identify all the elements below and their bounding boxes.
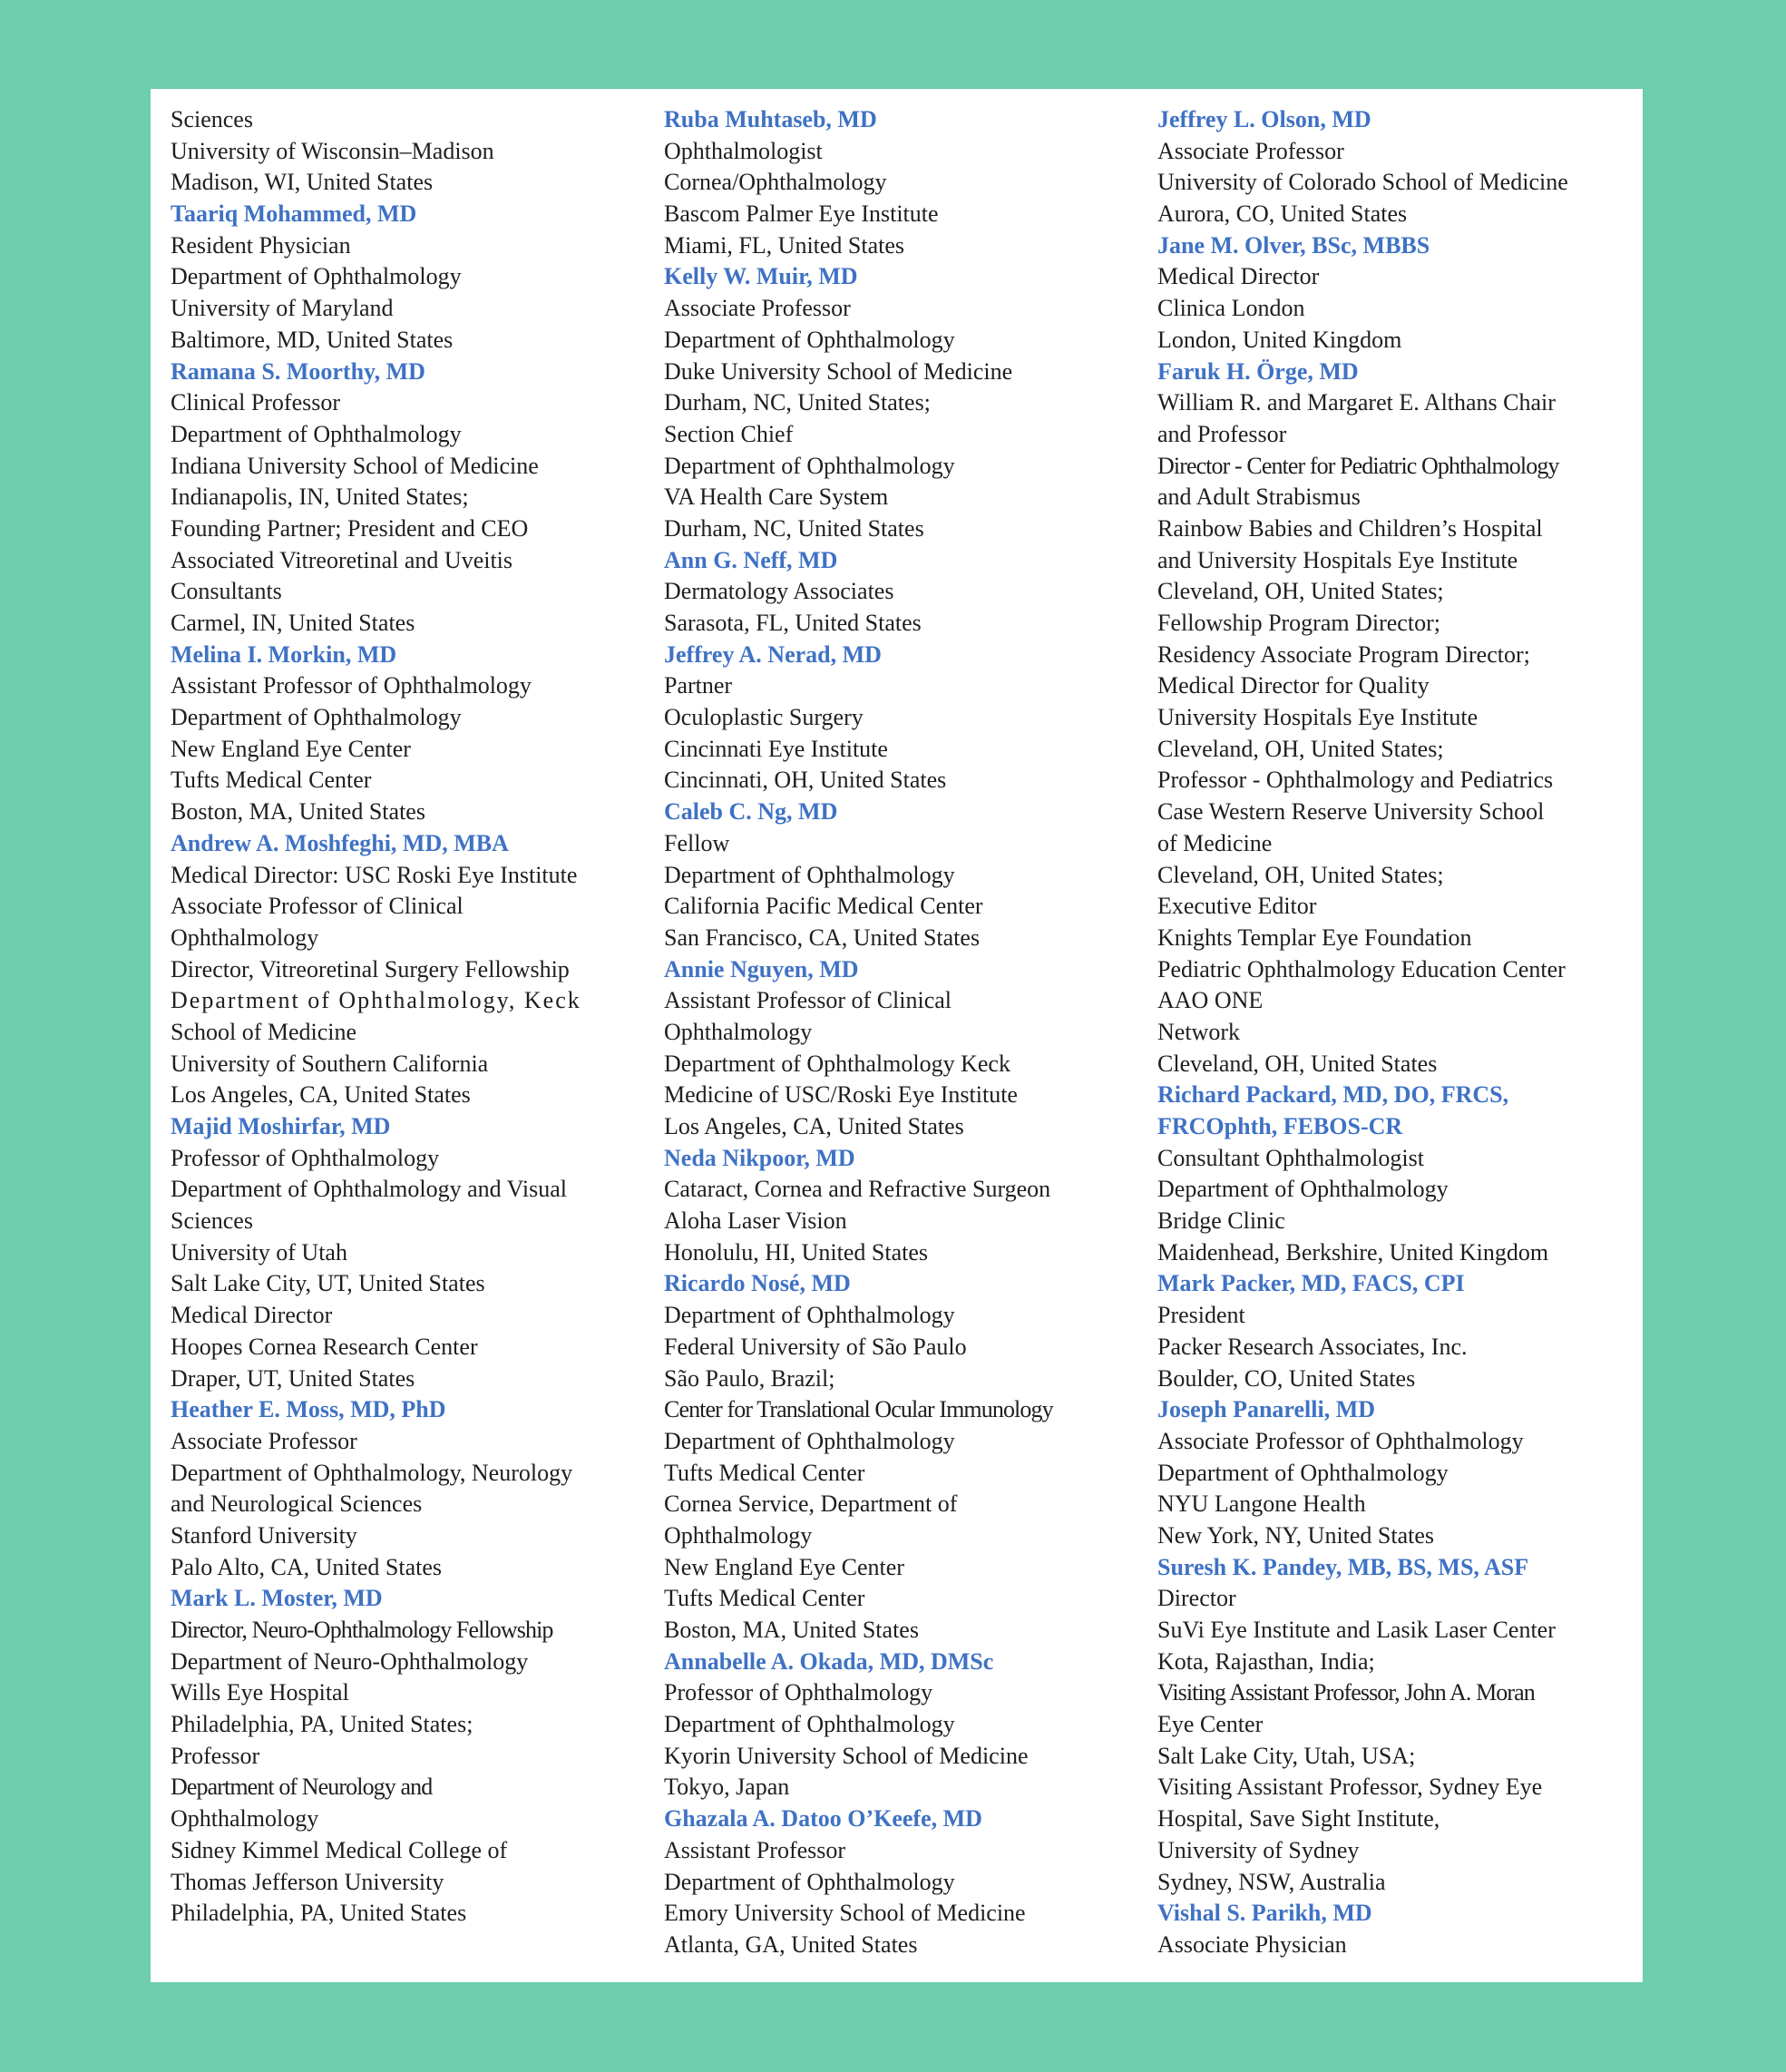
person-name: Majid Moshirfar, MD xyxy=(171,1113,391,1139)
affiliation-line: Department of Ophthalmology xyxy=(1157,1176,1449,1203)
affiliation-line: Department of Ophthalmology xyxy=(1157,1459,1449,1486)
affiliation-line: Assistant Professor of Clinical xyxy=(664,987,952,1014)
affiliation-line: Los Angeles, CA, United States xyxy=(171,1081,471,1109)
person-name: Mark Packer, MD, FACS, CPI xyxy=(1157,1270,1465,1297)
affiliation-line: Sciences xyxy=(171,106,253,132)
affiliation-line: New England Eye Center xyxy=(171,735,411,762)
affiliation-line: Department of Ophthalmology xyxy=(171,704,462,731)
affiliation-line: Philadelphia, PA, United States xyxy=(171,1900,467,1927)
affiliation-line: and Professor xyxy=(1157,420,1287,447)
affiliation-line: Cleveland, OH, United States; xyxy=(1157,578,1444,605)
affiliation-line: Los Angeles, CA, United States xyxy=(664,1113,964,1139)
affiliation-line: Cataract, Cornea and Refractive Surgeon xyxy=(664,1176,1051,1203)
affiliation-line: Knights Templar Eye Foundation xyxy=(1157,924,1472,951)
person-name: Caleb C. Ng, MD xyxy=(664,798,838,826)
affiliation-line: Department of Ophthalmology, Keck xyxy=(171,987,581,1014)
person-name: Ricardo Nosé, MD xyxy=(664,1270,851,1297)
affiliation-line: Aurora, CO, United States xyxy=(1157,200,1408,228)
affiliation-line: Executive Editor xyxy=(1157,893,1317,920)
affiliation-line: NYU Langone Health xyxy=(1157,1490,1366,1518)
affiliation-line: Draper, UT, United States xyxy=(171,1364,415,1392)
person-name: FRCOphth, FEBOS-CR xyxy=(1157,1113,1403,1139)
affiliation-line: Sciences xyxy=(171,1207,253,1235)
affiliation-line: Associate Professor of Ophthalmology xyxy=(1157,1427,1524,1454)
affiliation-line: Atlanta, GA, United States xyxy=(664,1930,918,1958)
affiliation-line: Department of Ophthalmology, Neurology xyxy=(171,1459,573,1486)
affiliation-line: Consultants xyxy=(171,578,282,605)
affiliation-line: Ophthalmology xyxy=(171,1805,319,1833)
person-name: Richard Packard, MD, DO, FRCS, xyxy=(1157,1081,1509,1109)
affiliation-line: Department of Ophthalmology xyxy=(664,1711,955,1738)
affiliation-line: Emory University School of Medicine xyxy=(664,1900,1026,1927)
affiliation-line: University of Colorado School of Medicine xyxy=(1157,169,1568,196)
affiliation-line: Dermatology Associates xyxy=(664,578,894,605)
affiliation-line: Duke University School of Medicine xyxy=(664,357,1013,385)
person-name: Mark L. Moster, MD xyxy=(171,1585,383,1612)
affiliation-line: SuVi Eye Institute and Lasik Laser Center xyxy=(1157,1617,1556,1643)
person-name: Ruba Muhtaseb, MD xyxy=(664,106,877,132)
affiliation-line: Residency Associate Program Director; xyxy=(1157,640,1530,668)
affiliation-line: Cincinnati, OH, United States xyxy=(664,767,947,794)
affiliation-line: Durham, NC, United States xyxy=(664,514,924,542)
affiliation-line: Department of Neurology and xyxy=(171,1774,433,1801)
affiliation-line: Wills Eye Hospital xyxy=(171,1679,349,1706)
affiliation-line: Ophthalmologist xyxy=(664,137,823,164)
affiliation-line: Ophthalmology xyxy=(171,924,319,951)
affiliation-line: School of Medicine xyxy=(171,1018,357,1045)
affiliation-line: Honolulu, HI, United States xyxy=(664,1238,929,1266)
affiliation-line: Assistant Professor of Ophthalmology xyxy=(171,672,532,699)
person-name: Ann G. Neff, MD xyxy=(664,546,838,573)
affiliation-line: Salt Lake City, Utah, USA; xyxy=(1157,1742,1416,1769)
affiliation-line: Oculoplastic Surgery xyxy=(664,704,864,731)
affiliation-line: Founding Partner; President and CEO xyxy=(171,514,529,542)
affiliation-line: and Adult Strabismus xyxy=(1157,484,1361,511)
affiliation-line: London, United Kingdom xyxy=(1157,326,1402,353)
affiliation-line: Aloha Laser Vision xyxy=(664,1207,847,1235)
affiliation-line: Medical Director for Quality xyxy=(1157,672,1430,699)
affiliation-line: Associate Physician xyxy=(1157,1930,1347,1958)
affiliation-line: Bascom Palmer Eye Institute xyxy=(664,200,939,228)
affiliation-line: Fellowship Program Director; xyxy=(1157,610,1440,636)
affiliation-line: Case Western Reserve University School xyxy=(1157,798,1545,826)
affiliation-line: Department of Ophthalmology xyxy=(664,452,955,479)
person-name: Jeffrey L. Olson, MD xyxy=(1157,106,1371,132)
affiliation-line: Maidenhead, Berkshire, United Kingdom xyxy=(1157,1238,1549,1266)
affiliation-line: Sarasota, FL, United States xyxy=(664,610,922,636)
directory-column-1 xyxy=(171,104,624,1930)
affiliation-line: Visiting Assistant Professor, John A. Moran xyxy=(1157,1679,1535,1706)
affiliation-line: Professor xyxy=(171,1742,260,1769)
affiliation-line: Department of Ophthalmology xyxy=(664,1302,955,1329)
affiliation-line: Federal University of São Paulo xyxy=(664,1333,967,1360)
affiliation-line: Assistant Professor xyxy=(664,1836,846,1863)
affiliation-line: Kyorin University School of Medicine xyxy=(664,1742,1029,1769)
person-name: Vishal S. Parikh, MD xyxy=(1157,1900,1372,1927)
affiliation-line: University of Wisconsin–Madison xyxy=(171,137,494,164)
person-name: Jeffrey A. Nerad, MD xyxy=(664,640,882,668)
affiliation-line: Clinical Professor xyxy=(171,389,341,416)
affiliation-line: Packer Research Associates, Inc. xyxy=(1157,1333,1468,1360)
affiliation-line: Tufts Medical Center xyxy=(664,1585,865,1612)
affiliation-line: Boulder, CO, United States xyxy=(1157,1364,1416,1392)
affiliation-line: California Pacific Medical Center xyxy=(664,893,983,920)
affiliation-line: Tufts Medical Center xyxy=(664,1459,865,1486)
affiliation-line: Madison, WI, United States xyxy=(171,169,434,196)
directory-column-3 xyxy=(1157,104,1611,1961)
affiliation-line: Department of Ophthalmology xyxy=(664,1427,955,1454)
affiliation-line: Cleveland, OH, United States xyxy=(1157,1050,1438,1077)
affiliation-line: Boston, MA, United States xyxy=(171,798,425,826)
affiliation-line: Rainbow Babies and Children’s Hospital xyxy=(1157,514,1543,542)
affiliation-line: Tokyo, Japan xyxy=(664,1774,790,1801)
affiliation-line: Carmel, IN, United States xyxy=(171,610,415,636)
affiliation-line: Indiana University School of Medicine xyxy=(171,452,539,479)
affiliation-line: São Paulo, Brazil; xyxy=(664,1364,835,1392)
affiliation-line: San Francisco, CA, United States xyxy=(664,924,981,951)
person-name: Heather E. Moss, MD, PhD xyxy=(171,1396,446,1423)
affiliation-line: Section Chief xyxy=(664,420,794,447)
affiliation-line: Cleveland, OH, United States; xyxy=(1157,861,1444,888)
affiliation-line: Department of Ophthalmology xyxy=(664,861,955,888)
person-name: Jane M. Olver, BSc, MBBS xyxy=(1157,231,1430,259)
person-name: Taariq Mohammed, MD xyxy=(171,200,417,228)
affiliation-line: University of Utah xyxy=(171,1238,347,1266)
affiliation-line: Professor - Ophthalmology and Pediatrics xyxy=(1157,767,1554,794)
affiliation-line: Director, Neuro-Ophthalmology Fellowship xyxy=(171,1617,553,1643)
person-name: Suresh K. Pandey, MB, BS, MS, ASF xyxy=(1157,1553,1529,1580)
affiliation-line: Boston, MA, United States xyxy=(664,1617,919,1643)
affiliation-line: Clinica London xyxy=(1157,295,1305,322)
affiliation-line: Department of Ophthalmology xyxy=(664,1868,955,1895)
person-name: Annabelle A. Okada, MD, DMSc xyxy=(664,1647,994,1675)
person-name: Faruk H. Örge, MD xyxy=(1157,357,1359,385)
affiliation-line: Cornea Service, Department of xyxy=(664,1490,958,1518)
person-name: Ghazala A. Datoo O’Keefe, MD xyxy=(664,1805,982,1833)
affiliation-line: William R. and Margaret E. Althans Chair xyxy=(1157,389,1556,416)
affiliation-line: Associated Vitreoretinal and Uveitis xyxy=(171,546,513,573)
affiliation-line: Ophthalmology xyxy=(664,1521,813,1549)
affiliation-line: VA Health Care System xyxy=(664,484,889,511)
affiliation-line: of Medicine xyxy=(1157,829,1273,856)
affiliation-line: Salt Lake City, UT, United States xyxy=(171,1270,485,1297)
affiliation-line: Visiting Assistant Professor, Sydney Eye xyxy=(1157,1774,1543,1801)
affiliation-line: Director xyxy=(1157,1585,1236,1612)
affiliation-line: Kota, Rajasthan, India; xyxy=(1157,1647,1375,1675)
affiliation-line: Consultant Ophthalmologist xyxy=(1157,1144,1424,1171)
person-name: Neda Nikpoor, MD xyxy=(664,1144,855,1171)
affiliation-line: Hoopes Cornea Research Center xyxy=(171,1333,478,1360)
affiliation-line: Department of Ophthalmology xyxy=(171,420,462,447)
affiliation-line: AAO ONE xyxy=(1157,987,1264,1014)
affiliation-line: Associate Professor xyxy=(1157,137,1344,164)
affiliation-line: University of Maryland xyxy=(171,295,394,322)
affiliation-line: Sydney, NSW, Australia xyxy=(1157,1868,1386,1895)
person-name: Andrew A. Moshfeghi, MD, MBA xyxy=(171,829,509,856)
affiliation-line: Partner xyxy=(664,672,733,699)
affiliation-line: Bridge Clinic xyxy=(1157,1207,1285,1235)
affiliation-line: Indianapolis, IN, United States; xyxy=(171,484,469,511)
affiliation-line: Baltimore, MD, United States xyxy=(171,326,454,353)
affiliation-line: New York, NY, United States xyxy=(1157,1521,1435,1549)
person-name: Ramana S. Moorthy, MD xyxy=(171,357,425,385)
affiliation-line: University Hospitals Eye Institute xyxy=(1157,704,1479,731)
person-name: Annie Nguyen, MD xyxy=(664,955,859,982)
affiliation-line: New England Eye Center xyxy=(664,1553,904,1580)
affiliation-line: Philadelphia, PA, United States; xyxy=(171,1711,473,1738)
affiliation-line: Associate Professor of Clinical xyxy=(171,893,464,920)
affiliation-line: Department of Ophthalmology xyxy=(171,263,462,290)
person-name: Kelly W. Muir, MD xyxy=(664,263,858,290)
affiliation-line: Durham, NC, United States; xyxy=(664,389,931,416)
affiliation-line: Associate Professor xyxy=(171,1427,357,1454)
affiliation-line: Director - Center for Pediatric Ophthalmology xyxy=(1157,452,1559,479)
directory-panel xyxy=(151,89,1643,1982)
affiliation-line: Department of Neuro-Ophthalmology xyxy=(171,1647,529,1675)
affiliation-line: Director, Vitreoretinal Surgery Fellowship xyxy=(171,955,570,982)
affiliation-line: Cornea/Ophthalmology xyxy=(664,169,887,196)
affiliation-line: Fellow xyxy=(664,829,730,856)
affiliation-line: Medical Director: USC Roski Eye Institute xyxy=(171,861,578,888)
affiliation-line: Center for Translational Ocular Immunology xyxy=(664,1396,1053,1423)
directory-column-2 xyxy=(664,104,1117,1961)
affiliation-line: Pediatric Ophthalmology Education Center xyxy=(1157,955,1566,982)
affiliation-line: Medical Director xyxy=(1157,263,1320,290)
affiliation-line: Medicine of USC/Roski Eye Institute xyxy=(664,1081,1018,1109)
affiliation-line: President xyxy=(1157,1302,1245,1329)
affiliation-line: Department of Ophthalmology xyxy=(664,326,955,353)
affiliation-line: Professor of Ophthalmology xyxy=(664,1679,933,1706)
affiliation-line: Stanford University xyxy=(171,1521,357,1549)
affiliation-line: Professor of Ophthalmology xyxy=(171,1144,440,1171)
affiliation-line: and University Hospitals Eye Institute xyxy=(1157,546,1518,573)
affiliation-line: Department of Ophthalmology Keck xyxy=(664,1050,1010,1077)
affiliation-line: Medical Director xyxy=(171,1302,333,1329)
affiliation-line: Ophthalmology xyxy=(664,1018,813,1045)
affiliation-line: University of Southern California xyxy=(171,1050,489,1077)
person-name: Melina I. Morkin, MD xyxy=(171,640,397,668)
affiliation-line: Sidney Kimmel Medical College of xyxy=(171,1836,508,1863)
person-name: Joseph Panarelli, MD xyxy=(1157,1396,1376,1423)
affiliation-line: Network xyxy=(1157,1018,1240,1045)
affiliation-line: Palo Alto, CA, United States xyxy=(171,1553,442,1580)
affiliation-line: Cincinnati Eye Institute xyxy=(664,735,888,762)
affiliation-line: University of Sydney xyxy=(1157,1836,1360,1863)
affiliation-line: Thomas Jefferson University xyxy=(171,1868,444,1895)
affiliation-line: Associate Professor xyxy=(664,295,851,322)
affiliation-line: Eye Center xyxy=(1157,1711,1264,1738)
affiliation-line: Miami, FL, United States xyxy=(664,231,905,259)
affiliation-line: Cleveland, OH, United States; xyxy=(1157,735,1444,762)
affiliation-line: Department of Ophthalmology and Visual xyxy=(171,1176,567,1203)
affiliation-line: Tufts Medical Center xyxy=(171,767,372,794)
affiliation-line: Resident Physician xyxy=(171,231,351,259)
affiliation-line: and Neurological Sciences xyxy=(171,1490,423,1518)
affiliation-line: Hospital, Save Sight Institute, xyxy=(1157,1805,1440,1833)
